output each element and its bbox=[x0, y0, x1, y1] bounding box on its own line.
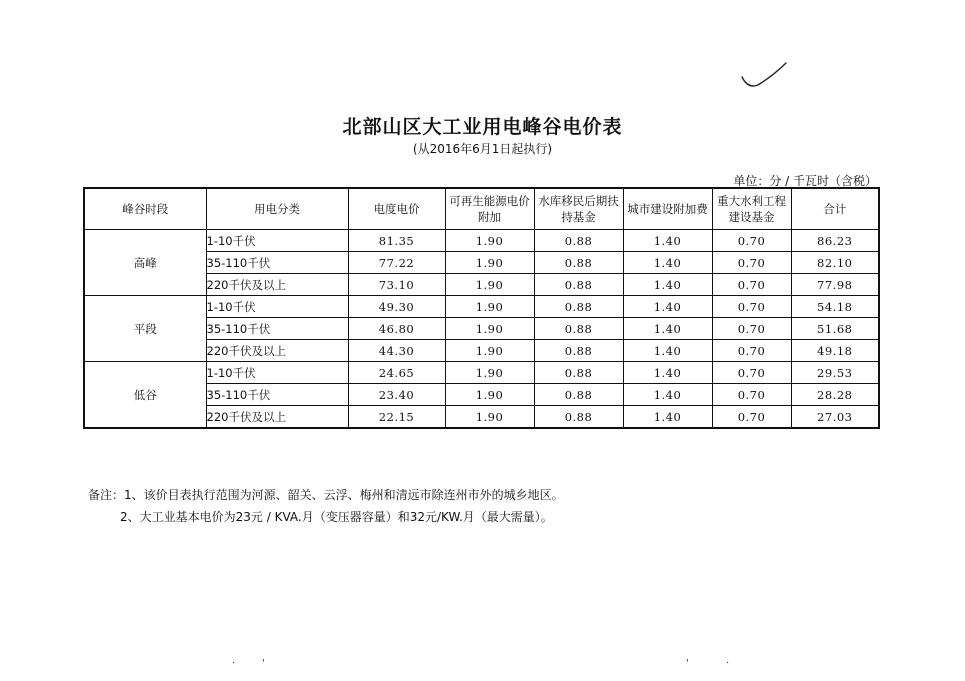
city-construction-fee-cell: 1.40 bbox=[623, 230, 712, 252]
reservoir-fund-cell: 0.88 bbox=[534, 362, 623, 384]
energy-price-cell: 73.10 bbox=[348, 274, 445, 296]
water-project-fund-cell: 0.70 bbox=[712, 252, 791, 274]
reservoir-fund-cell: 0.88 bbox=[534, 318, 623, 340]
price-table bbox=[83, 187, 880, 429]
reservoir-fund-cell: 0.88 bbox=[534, 274, 623, 296]
unit-label: 单位：分 / 千瓦时（含税） bbox=[733, 174, 877, 188]
note-line-1: 备注：1、该价目表执行范围为河源、韶关、云浮、梅州和清远市除连州市外的城乡地区。 bbox=[88, 488, 564, 502]
period-cell: 高峰 bbox=[84, 230, 206, 296]
category-cell: 35-110千伏 bbox=[206, 252, 348, 274]
reservoir-fund-cell: 0.88 bbox=[534, 406, 623, 429]
renewable-surcharge-cell: 1.90 bbox=[445, 230, 534, 252]
city-construction-fee-cell: 1.40 bbox=[623, 340, 712, 362]
scan-dot: ' bbox=[262, 658, 265, 669]
energy-price-cell: 22.15 bbox=[348, 406, 445, 429]
table-row bbox=[84, 230, 879, 252]
category-cell: 1-10千伏 bbox=[206, 230, 348, 252]
reservoir-fund-cell: 0.88 bbox=[534, 384, 623, 406]
water-project-fund-cell: 0.70 bbox=[712, 340, 791, 362]
renewable-surcharge-cell: 1.90 bbox=[445, 252, 534, 274]
category-cell: 1-10千伏 bbox=[206, 362, 348, 384]
total-cell: 28.28 bbox=[791, 384, 879, 406]
city-construction-fee-cell: 1.40 bbox=[623, 296, 712, 318]
category-cell: 35-110千伏 bbox=[206, 384, 348, 406]
city-construction-fee-cell: 1.40 bbox=[623, 274, 712, 296]
water-project-fund-cell: 0.70 bbox=[712, 318, 791, 340]
header-energy-price: 电度电价 bbox=[348, 188, 445, 230]
total-cell: 27.03 bbox=[791, 406, 879, 429]
energy-price-cell: 44.30 bbox=[348, 340, 445, 362]
renewable-surcharge-cell: 1.90 bbox=[445, 384, 534, 406]
category-cell: 1-10千伏 bbox=[206, 296, 348, 318]
table-body bbox=[84, 230, 879, 429]
scan-dot: ' bbox=[686, 658, 689, 669]
city-construction-fee-cell: 1.40 bbox=[623, 406, 712, 429]
water-project-fund-cell: 0.70 bbox=[712, 362, 791, 384]
renewable-surcharge-cell: 1.90 bbox=[445, 340, 534, 362]
header-total: 合计 bbox=[791, 188, 879, 230]
water-project-fund-cell: 0.70 bbox=[712, 274, 791, 296]
reservoir-fund-cell: 0.88 bbox=[534, 296, 623, 318]
scan-dot: · bbox=[726, 658, 730, 669]
note-line-2: 2、大工业基本电价为23元 / KVA.月（变压器容量）和32元/KW.月（最大需量）。 bbox=[120, 510, 553, 524]
city-construction-fee-cell: 1.40 bbox=[623, 362, 712, 384]
table-header-row bbox=[84, 188, 879, 230]
total-cell: 82.10 bbox=[791, 252, 879, 274]
header-period: 峰谷时段 bbox=[84, 188, 206, 230]
total-cell: 29.53 bbox=[791, 362, 879, 384]
city-construction-fee-cell: 1.40 bbox=[623, 252, 712, 274]
scan-dot: · bbox=[232, 658, 236, 669]
energy-price-cell: 24.65 bbox=[348, 362, 445, 384]
header-category: 用电分类 bbox=[206, 188, 348, 230]
page-subtitle: (从2016年6月1日起执行) bbox=[412, 142, 553, 156]
city-construction-fee-cell: 1.40 bbox=[623, 318, 712, 340]
energy-price-cell: 77.22 bbox=[348, 252, 445, 274]
notes bbox=[88, 484, 564, 528]
renewable-surcharge-cell: 1.90 bbox=[445, 362, 534, 384]
reservoir-fund-cell: 0.88 bbox=[534, 252, 623, 274]
renewable-surcharge-cell: 1.90 bbox=[445, 318, 534, 340]
table-row bbox=[84, 296, 879, 318]
energy-price-cell: 49.30 bbox=[348, 296, 445, 318]
category-cell: 220千伏及以上 bbox=[206, 274, 348, 296]
water-project-fund-cell: 0.70 bbox=[712, 406, 791, 429]
energy-price-cell: 81.35 bbox=[348, 230, 445, 252]
reservoir-fund-cell: 0.88 bbox=[534, 340, 623, 362]
total-cell: 49.18 bbox=[791, 340, 879, 362]
water-project-fund-cell: 0.70 bbox=[712, 296, 791, 318]
water-project-fund-cell: 0.70 bbox=[712, 384, 791, 406]
header-city-construction-fee: 城市建设附加费 bbox=[623, 188, 712, 230]
checkmark-icon bbox=[730, 55, 800, 100]
energy-price-cell: 46.80 bbox=[348, 318, 445, 340]
period-cell: 平段 bbox=[84, 296, 206, 362]
total-cell: 54.18 bbox=[791, 296, 879, 318]
water-project-fund-cell: 0.70 bbox=[712, 230, 791, 252]
period-cell: 低谷 bbox=[84, 362, 206, 429]
header-renewable-surcharge: 可再生能源电价附加 bbox=[445, 188, 534, 230]
renewable-surcharge-cell: 1.90 bbox=[445, 296, 534, 318]
total-cell: 51.68 bbox=[791, 318, 879, 340]
renewable-surcharge-cell: 1.90 bbox=[445, 274, 534, 296]
category-cell: 35-110千伏 bbox=[206, 318, 348, 340]
city-construction-fee-cell: 1.40 bbox=[623, 384, 712, 406]
header-reservoir-fund: 水库移民后期扶持基金 bbox=[534, 188, 623, 230]
header-water-project-fund: 重大水利工程建设基金 bbox=[712, 188, 791, 230]
page-title: 北部山区大工业用电峰谷电价表 bbox=[342, 116, 623, 138]
table-row bbox=[84, 362, 879, 384]
category-cell: 220千伏及以上 bbox=[206, 406, 348, 429]
total-cell: 86.23 bbox=[791, 230, 879, 252]
total-cell: 77.98 bbox=[791, 274, 879, 296]
category-cell: 220千伏及以上 bbox=[206, 340, 348, 362]
reservoir-fund-cell: 0.88 bbox=[534, 230, 623, 252]
energy-price-cell: 23.40 bbox=[348, 384, 445, 406]
renewable-surcharge-cell: 1.90 bbox=[445, 406, 534, 429]
